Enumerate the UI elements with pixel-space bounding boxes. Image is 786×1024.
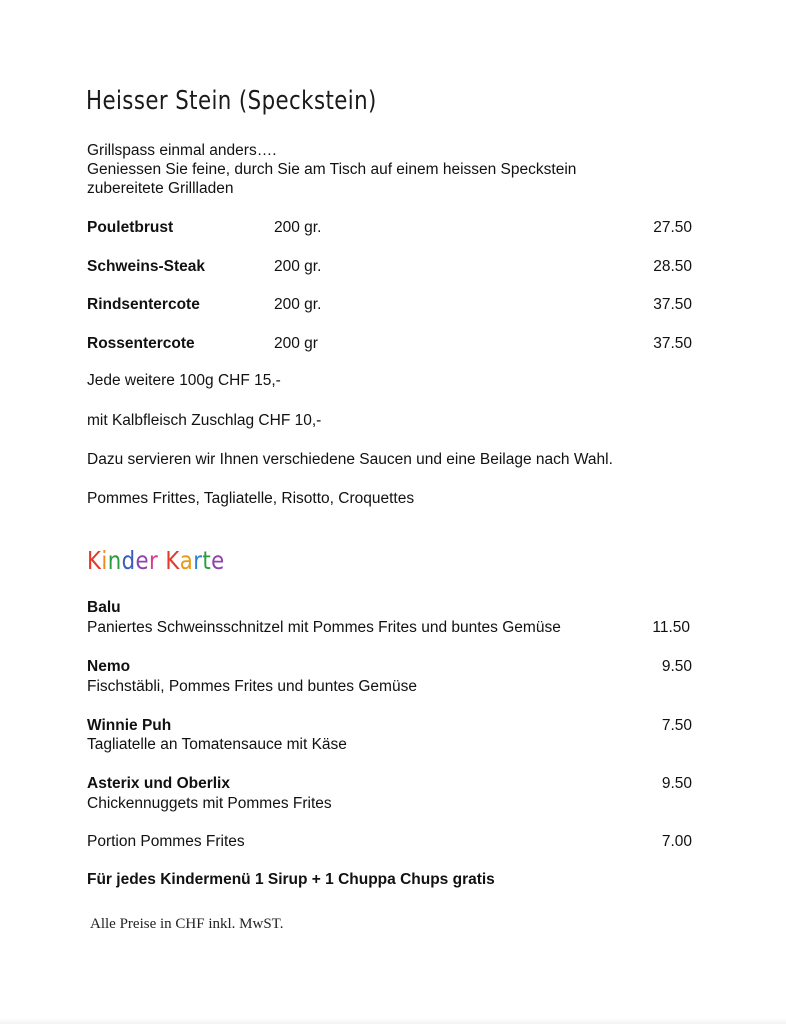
kids-title-letter [158,546,165,575]
kids-title-letter: e [135,546,150,575]
stone-item-price: 37.50 [653,296,692,313]
stone-note: Dazu servieren wir Ihnen verschiedene Saucen und eine Beilage nach Wahl. [87,451,613,468]
stone-intro-line-2: Geniessen Sie feine, durch Sie am Tisch auf einem heissen Speckstein [87,161,577,178]
page-bottom-shade [0,1018,786,1024]
kids-item-description: Paniertes Schweinsschnitzel mit Pommes Frites und buntes Gemüse [87,619,561,636]
stone-intro-line-1: Grillspass einmal anders…. [87,142,277,159]
kids-item-name: Nemo [87,658,131,675]
stone-note: mit Kalbfleisch Zuschlag CHF 10,- [87,412,322,429]
kids-item-name: Asterix und Oberlix [87,775,230,792]
stone-item-name: Rindsentercote [87,296,200,313]
kids-item-price: 9.50 [661,658,692,675]
stone-item-name: Pouletbrust [87,219,174,236]
kids-promo: Für jedes Kindermenü 1 Sirup + 1 Chuppa Chups gratis [87,871,495,888]
kids-section-title [87,546,225,575]
stone-item-weight: 200 gr [274,335,318,352]
kids-extra-price: 7.00 [661,833,692,850]
kids-title-letter: r [149,546,159,575]
kids-title-letter: d [121,546,136,575]
kids-title-letter: K [87,546,102,575]
stone-item-name: Rossentercote [87,335,195,352]
kids-title-letter: a [179,546,194,575]
price-footnote: Alle Preise in CHF inkl. MwST. [90,916,284,932]
stone-note: Jede weitere 100g CHF 15,- [87,372,281,389]
kids-title-letter: n [107,546,122,575]
kids-title-letter: t [202,546,212,575]
stone-item-price: 28.50 [653,258,692,275]
kids-item-description: Fischstäbli, Pommes Frites und buntes Gemüse [87,678,417,695]
kids-title-letter: e [211,546,225,575]
kids-title-letter: r [193,546,203,575]
stone-item-weight: 200 gr. [274,296,322,313]
kids-title-letter: i [101,546,108,575]
stone-item-weight: 200 gr. [274,258,322,275]
kids-item-description: Chickennuggets mit Pommes Frites [87,795,332,812]
stone-intro-line-3: zubereitete Grillladen [87,180,234,197]
stone-note: Pommes Frittes, Tagliatelle, Risotto, Croquettes [87,490,415,507]
kids-item-name: Balu [87,599,121,616]
kids-item-price: 9.50 [661,775,692,792]
kids-item-price: 7.50 [661,717,692,734]
stone-section-title: Heisser Stein (Speckstein) [86,86,377,116]
stone-item-price: 27.50 [653,219,692,236]
kids-title-letter: K [165,546,180,575]
stone-item-name: Schweins-Steak [87,258,206,275]
kids-item-description: Tagliatelle an Tomatensauce mit Käse [87,736,347,753]
kids-item-name: Winnie Puh [87,717,172,734]
kids-item-price: 11.50 [652,619,690,636]
stone-item-weight: 200 gr. [274,219,322,236]
stone-item-price: 37.50 [653,335,692,352]
kids-extra-name: Portion Pommes Frites [87,833,245,850]
